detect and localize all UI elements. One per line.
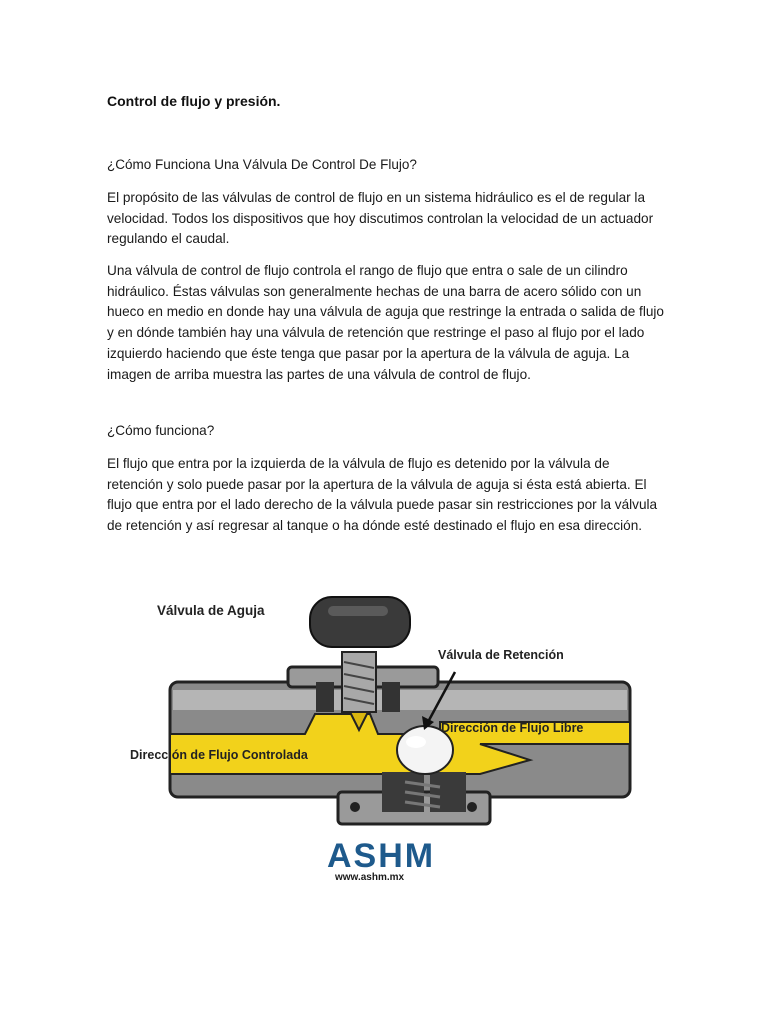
cavity-right xyxy=(382,682,400,712)
label-needle-valve: Válvula de Aguja xyxy=(157,603,265,618)
logo-url: www.ashm.mx xyxy=(335,872,405,882)
paragraph-purpose: El propósito de las válvulas de control de flujo en un sistema hidráulico es el de regular la velocidad. Todos los dispositivos que hoy discutimos controlan la velocidad de un actuador regulando el caudal. xyxy=(107,190,654,247)
needle-knob xyxy=(310,597,410,647)
knob-highlight xyxy=(328,606,388,616)
section-heading-operation: ¿Cómo funciona? xyxy=(107,423,215,438)
bolt-left xyxy=(350,802,360,812)
paragraph-operation: El flujo que entra por la izquierda de la válvula de flujo es detenido por la válvula de retención y solo puede pasar por la apertura de la válvula de aguja si ésta está abierta. El flujo que entra por el lado derecho de la válvula puede pasar sin restricciones por la válvula de retención y así regresar al tanque o ha dónde esté destinado el flujo en esa dirección. xyxy=(107,456,658,534)
ball-highlight xyxy=(406,736,426,748)
check-seat-left xyxy=(382,772,424,812)
label-check-valve: Válvula de Retención xyxy=(438,648,564,662)
flow-control-valve-diagram xyxy=(120,582,640,882)
label-controlled-flow: Dirección de Flujo Controlada xyxy=(130,748,308,762)
document-title: Control de flujo y presión. xyxy=(107,93,281,109)
logo-ashm: ASHM xyxy=(327,837,436,875)
label-free-flow: Dirección de Flujo Libre xyxy=(441,721,584,735)
bolt-right xyxy=(467,802,477,812)
section-heading-how-it-works: ¿Cómo Funciona Una Válvula De Control De Flujo? xyxy=(107,157,417,172)
paragraph-description: Una válvula de control de flujo controla el rango de flujo que entra o sale de un cilindro hidráulico. Éstas válvulas son generalmente hechas de una barra de acero sólido con un hueco en medio en donde hay una válvula de aguja que restringe la entrada o salida de flujo y en dónde también hay una válvula de retención que restringe el paso al flujo por el lado izquierdo haciendo que éste tenga que pasar por la apertura de la válvula de aguja. La imagen de arriba muestra las partes de una válvula de control de flujo. xyxy=(107,263,664,382)
valve-illustration xyxy=(120,582,640,882)
cavity-left xyxy=(316,682,334,712)
